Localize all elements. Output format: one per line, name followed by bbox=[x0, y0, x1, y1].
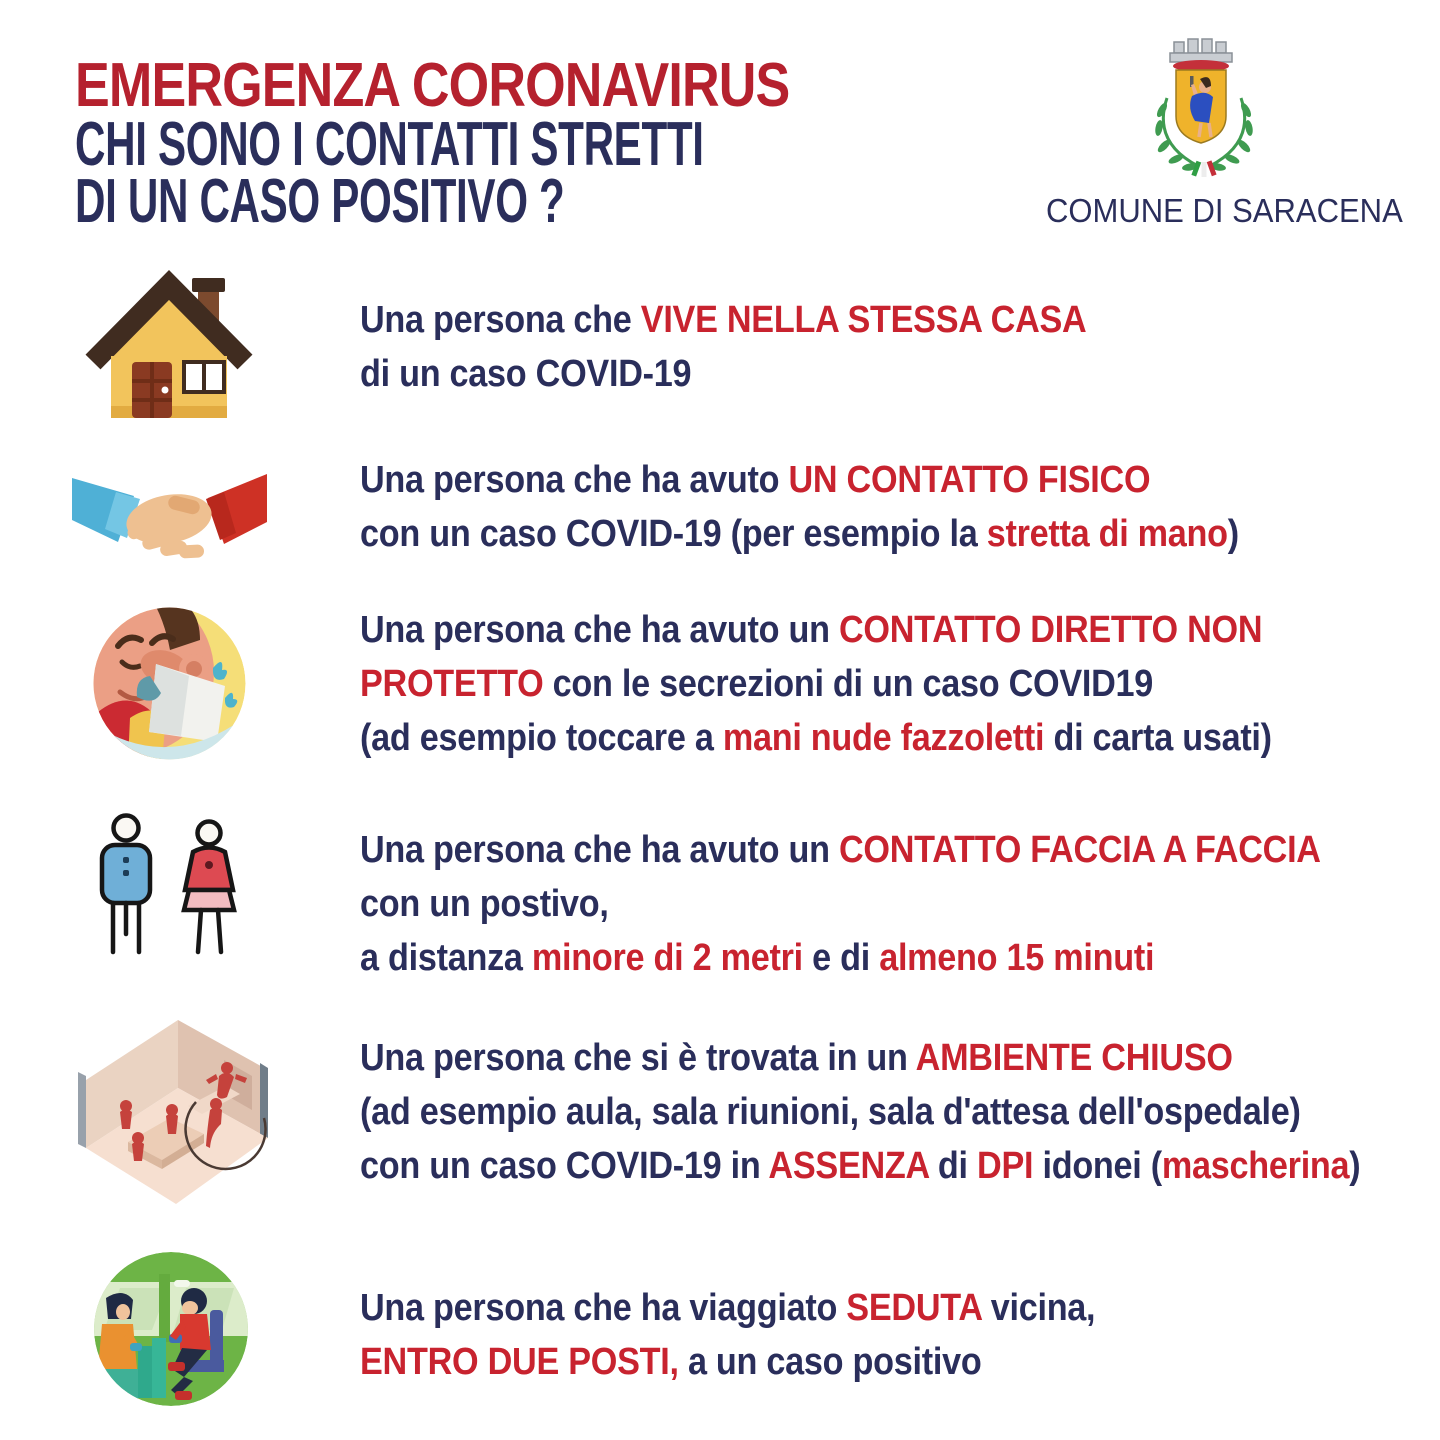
row-text-contatto-diretto: Una persona che ha avuto un CONTATTO DIRETTO NON PROTETTO con le secrezioni di un caso COVID19 (ad esempio toccare a mani nude fazzoletti di carta usati) bbox=[360, 609, 1272, 759]
closed-room-isometric-icon bbox=[76, 1010, 276, 1220]
bus-passengers-icon bbox=[92, 1250, 250, 1408]
saracena-coat-of-arms-icon bbox=[1148, 36, 1260, 184]
logo-caption: COMUNE DI SARACENA bbox=[1046, 192, 1403, 229]
man-woman-figures-icon bbox=[95, 812, 245, 959]
sneezing-person-icon bbox=[92, 606, 247, 761]
row-text-faccia-a-faccia: Una persona che ha avuto un CONTATTO FACCIA A FACCIA con un postivo, a distanza minore di 2 metri e di almeno 15 minuti bbox=[360, 829, 1321, 979]
handshake-icon bbox=[72, 462, 267, 567]
poster-subtitle bbox=[75, 110, 704, 236]
row-text-viaggio-seduta: Una persona che ha viaggiato SEDUTA vicina, ENTRO DUE POSTI, a un caso positivo bbox=[360, 1287, 1096, 1383]
poster-subtitle-line1: CHI SONO I CONTATTI STRETTI bbox=[75, 110, 704, 179]
house-icon bbox=[85, 263, 253, 428]
poster-subtitle-line2: DI UN CASO POSITIVO ? bbox=[75, 167, 565, 236]
poster-title: EMERGENZA CORONAVIRUS bbox=[75, 51, 790, 120]
row-text-contatto-fisico: Una persona che ha avuto UN CONTATTO FISICO con un caso COVID-19 (per esempio la stretta di mano) bbox=[360, 459, 1239, 555]
row-text-ambiente-chiuso: Una persona che si è trovata in un AMBIENTE CHIUSO (ad esempio aula, sala riunioni, sala d'attesa dell'ospedale) con un caso COVID-19 in ASSENZA di DPI idonei (mascherina) bbox=[360, 1037, 1361, 1187]
row-text-vive-stessa-casa: Una persona che VIVE NELLA STESSA CASA di un caso COVID-19 bbox=[360, 299, 1087, 395]
